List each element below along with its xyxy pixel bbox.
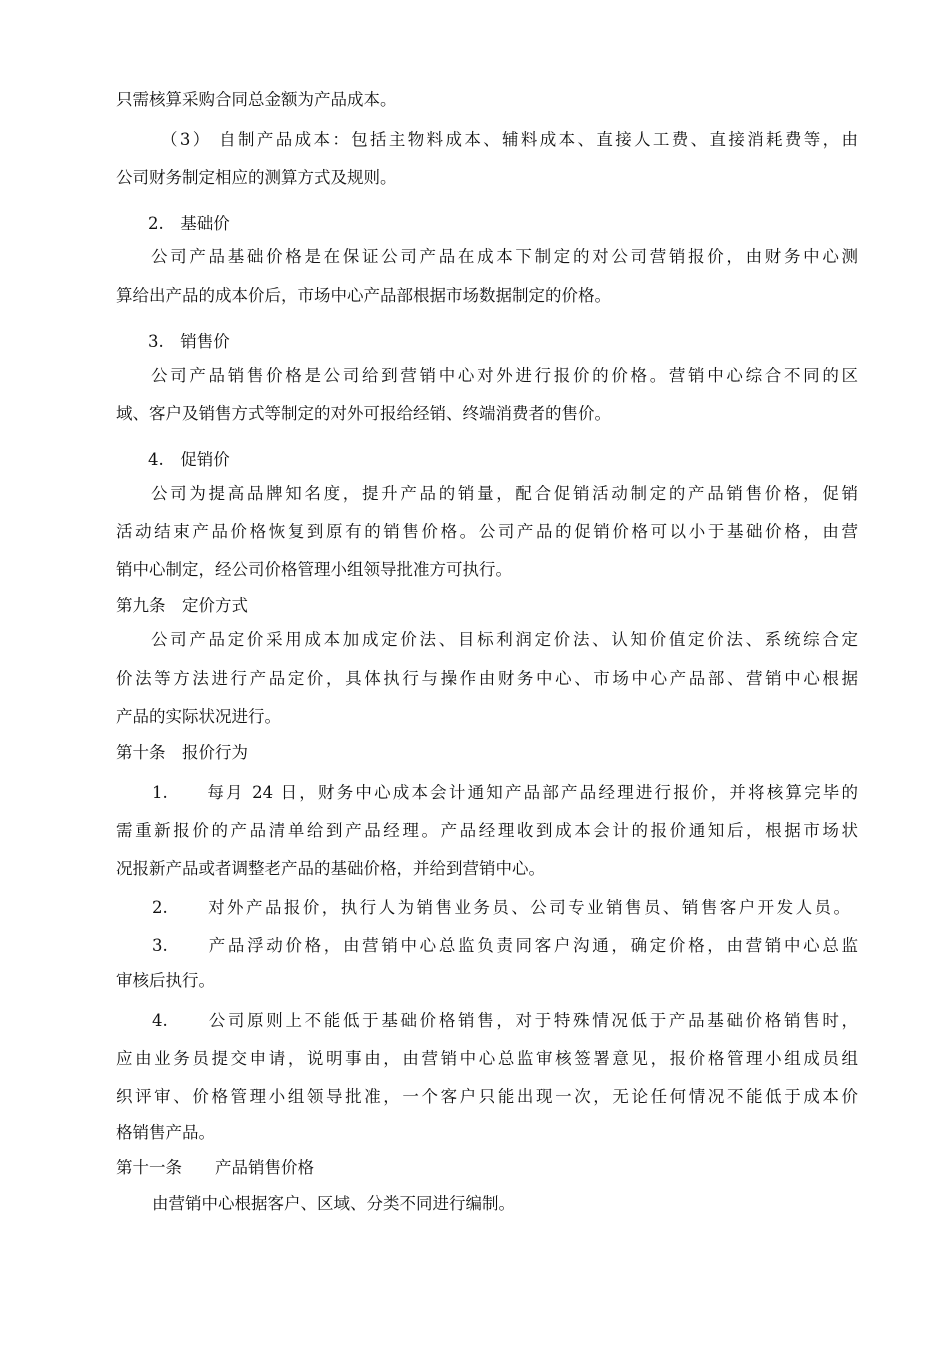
paragraph-line: 应由业务员提交申请，说明事由，由营销中心总监审核签署意见，报价格管理小组成员组 bbox=[116, 1049, 858, 1068]
article-heading: 第九条 定价方式 bbox=[116, 596, 248, 615]
paragraph-line: 需重新报价的产品清单给到产品经理。产品经理收到成本会计的报价通知后，根据市场状 bbox=[116, 821, 858, 840]
paragraph-line: 况报新产品或者调整老产品的基础价格，并给到营销中心。 bbox=[116, 859, 545, 878]
paragraph-line: 域、客户及销售方式等制定的对外可报给经销、终端消费者的售价。 bbox=[116, 404, 611, 423]
paragraph-line: 产品的实际状况进行。 bbox=[116, 707, 281, 726]
paragraph-line: （3） 自制产品成本：包括主物料成本、辅料成本、直接人工费、直接消耗费等，由 bbox=[161, 130, 858, 149]
paragraph-line: 由营销中心根据客户、区域、分类不同进行编制。 bbox=[152, 1194, 515, 1213]
paragraph-line: 4. 公司原则上不能低于基础价格销售，对于特殊情况低于产品基础价格销售时， bbox=[152, 1011, 858, 1030]
section-heading: 3. 销售价 bbox=[148, 332, 230, 351]
paragraph-line: 公司产品定价采用成本加成定价法、目标利润定价法、认知价值定价法、系统综合定 bbox=[151, 630, 858, 649]
paragraph-line: 2. 对外产品报价，执行人为销售业务员、公司专业销售员、销售客户开发人员。 bbox=[152, 898, 850, 917]
section-heading: 4. 促销价 bbox=[148, 450, 230, 469]
paragraph-line: 销中心制定，经公司价格管理小组领导批准方可执行。 bbox=[116, 560, 512, 579]
article-heading: 第十一条 产品销售价格 bbox=[116, 1158, 314, 1177]
article-heading: 第十条 报价行为 bbox=[116, 743, 248, 762]
paragraph-line: 1. 每月 24 日，财务中心成本会计通知产品部产品经理进行报价，并将核算完毕的 bbox=[152, 783, 858, 802]
paragraph-line: 审核后执行。 bbox=[116, 971, 215, 990]
paragraph-line: 活动结束产品价格恢复到原有的销售价格。公司产品的促销价格可以小于基础价格，由营 bbox=[116, 522, 858, 541]
section-heading: 2. 基础价 bbox=[148, 214, 230, 233]
paragraph-line: 只需核算采购合同总金额为产品成本。 bbox=[116, 90, 397, 109]
paragraph-line: 公司产品基础价格是在保证公司产品在成本下制定的对公司营销报价，由财务中心测 bbox=[151, 247, 858, 266]
paragraph-line: 算给出产品的成本价后，市场中心产品部根据市场数据制定的价格。 bbox=[116, 286, 611, 305]
paragraph-line: 公司产品销售价格是公司给到营销中心对外进行报价的价格。营销中心综合不同的区 bbox=[151, 366, 858, 385]
paragraph-line: 公司财务制定相应的测算方式及规则。 bbox=[116, 168, 397, 187]
paragraph-line: 织评审、价格管理小组领导批准，一个客户只能出现一次，无论任何情况不能低于成本价 bbox=[116, 1087, 858, 1106]
paragraph-line: 格销售产品。 bbox=[116, 1123, 215, 1142]
paragraph-line: 公司为提高品牌知名度，提升产品的销量，配合促销活动制定的产品销售价格，促销 bbox=[151, 484, 858, 503]
paragraph-line: 价法等方法进行产品定价，具体执行与操作由财务中心、市场中心产品部、营销中心根据 bbox=[116, 669, 858, 688]
paragraph-line: 3. 产品浮动价格，由营销中心总监负责同客户沟通，确定价格，由营销中心总监 bbox=[152, 936, 858, 955]
